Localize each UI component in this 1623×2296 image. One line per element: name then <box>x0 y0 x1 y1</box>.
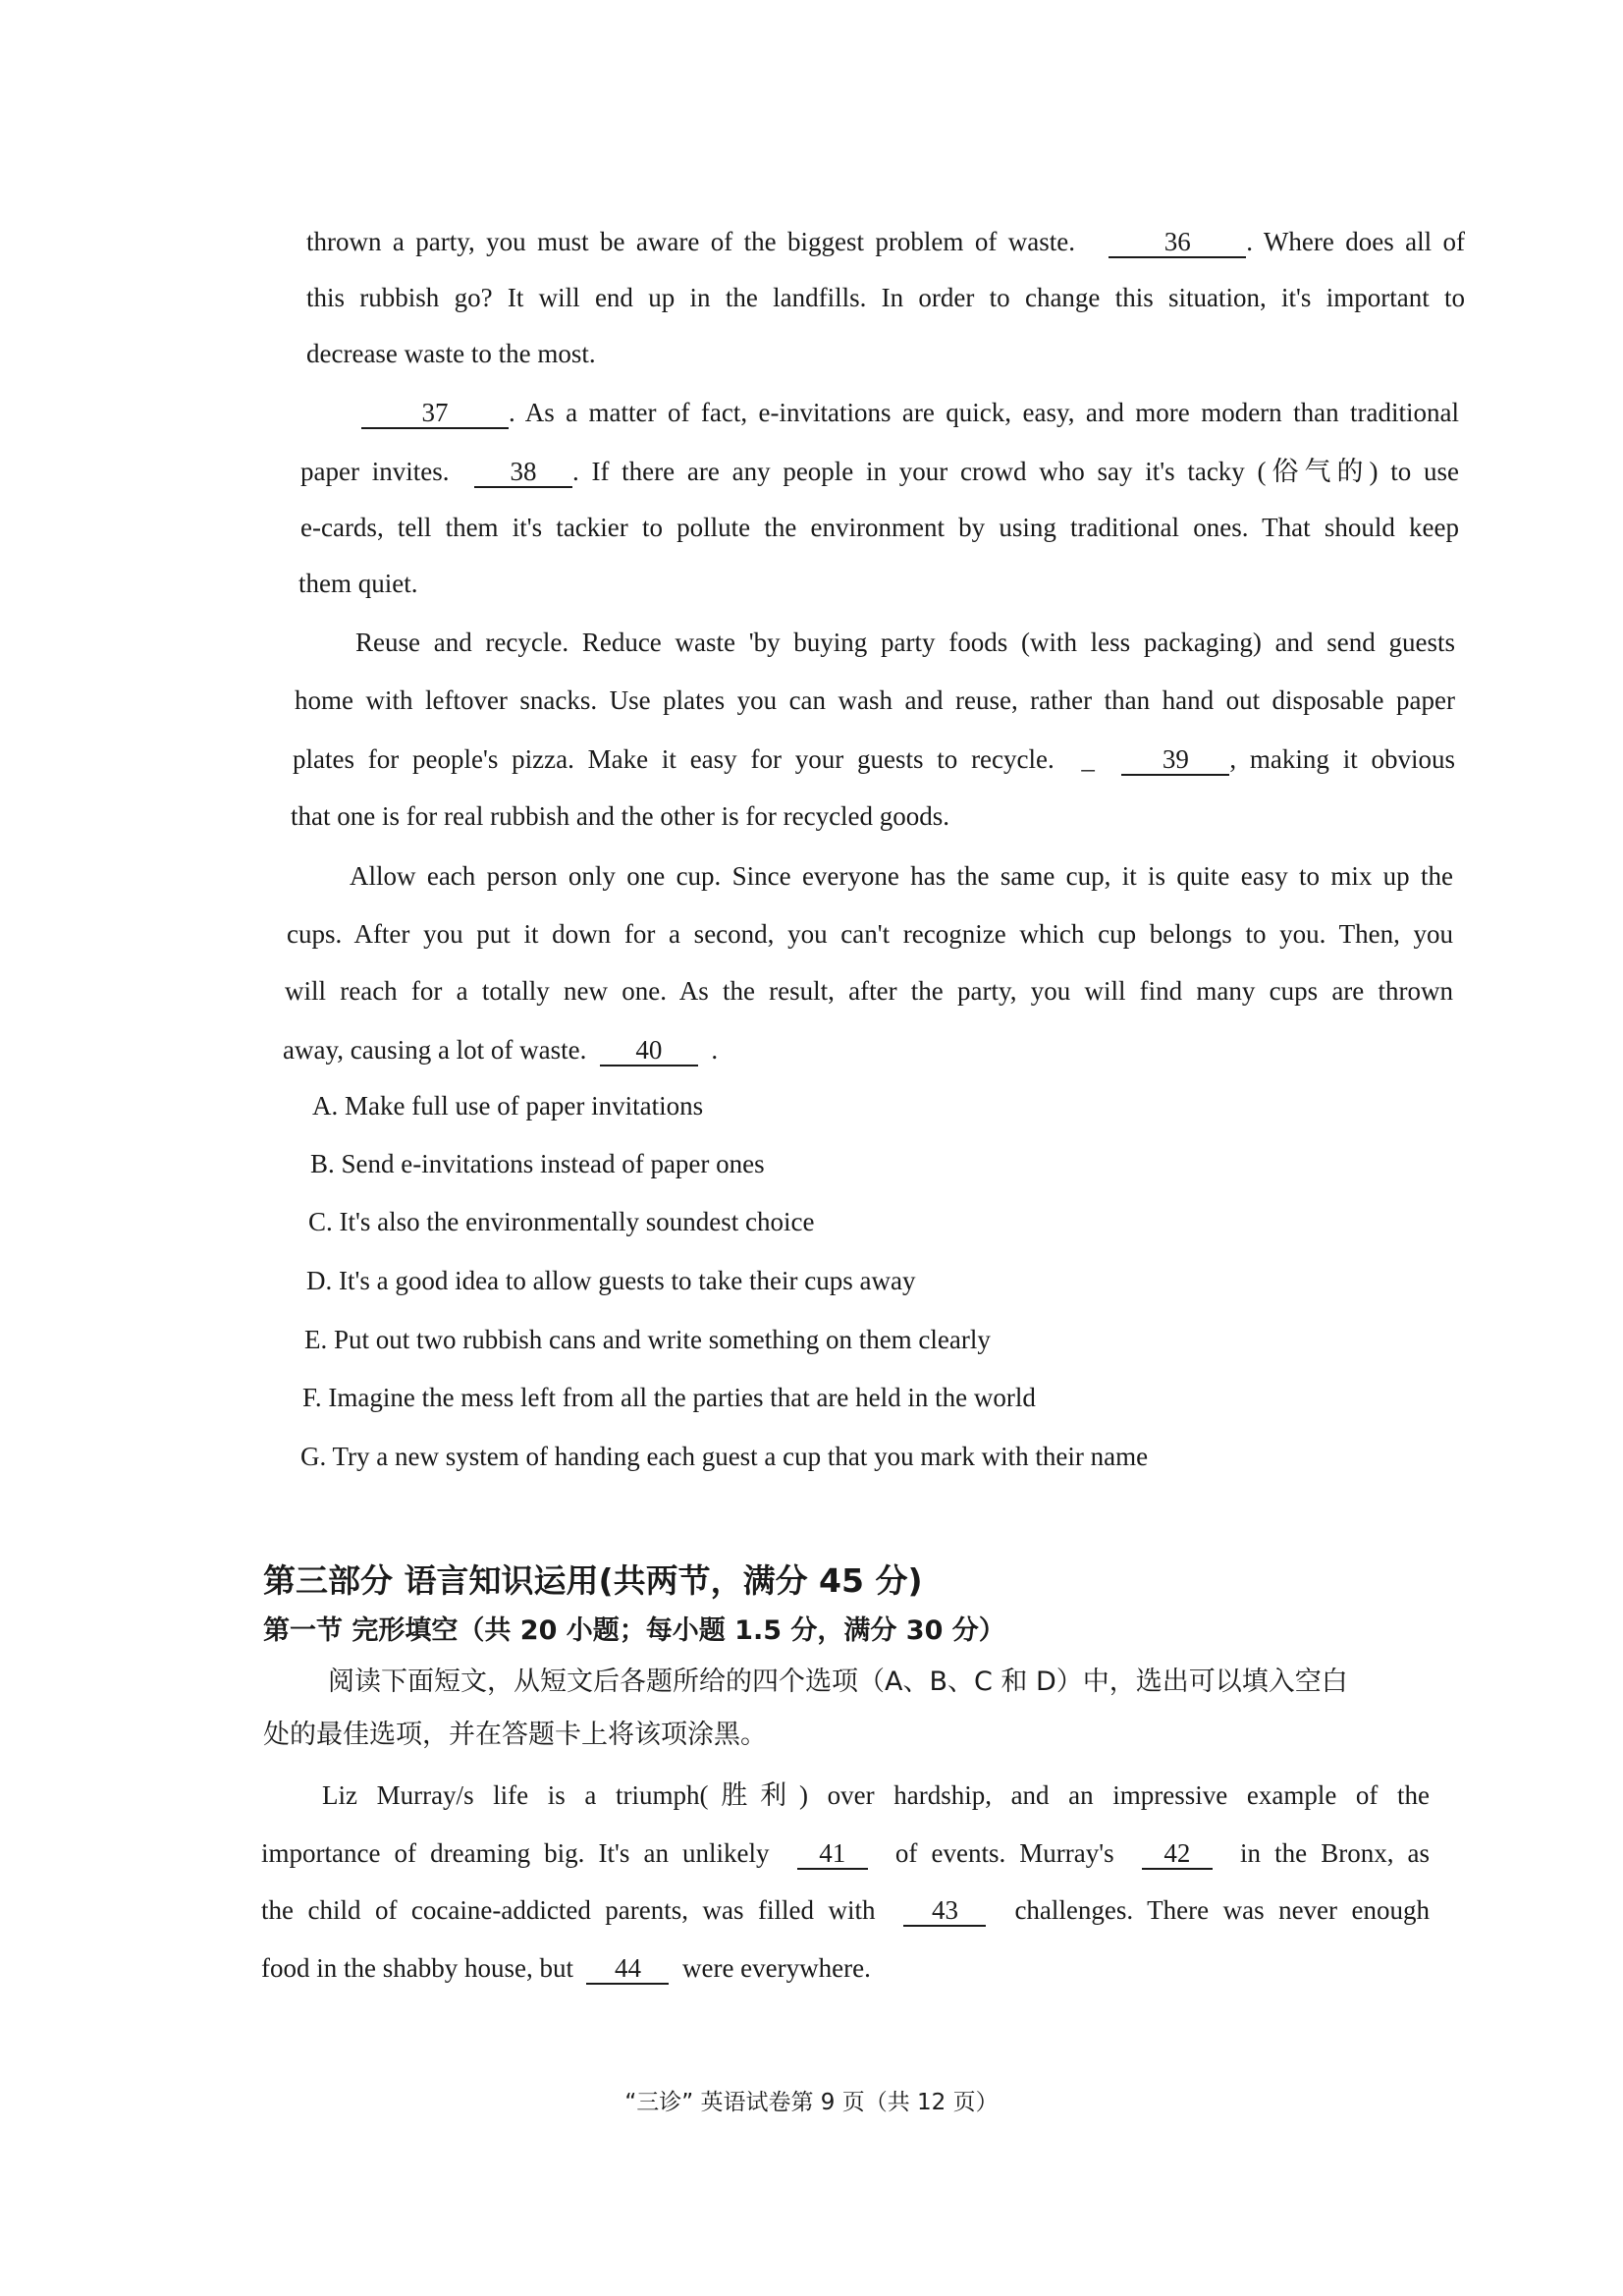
blank-38[interactable]: 38 <box>474 457 572 488</box>
instructions-line: 阅读下面短文，从短文后各题所给的四个选项（A、B、C 和 D）中，选出可以填入空白 <box>328 1667 1348 1697</box>
option-f: F. Imagine the mess left from all the parties that are held in the world <box>302 1383 1036 1412</box>
blank-37[interactable]: 37 <box>361 398 509 429</box>
cloze-line: the child of cocaine-addicted parents, was filled with 43 challenges. There was never enough <box>261 1895 1431 1925</box>
blank-40[interactable]: 40 <box>600 1035 698 1066</box>
blank-42[interactable]: 42 <box>1142 1838 1213 1870</box>
cloze-line: importance of dreaming big. It's an unlikely 41 of events. Murray's 42 in the Bronx, as <box>261 1838 1431 1868</box>
page-footer: “三诊” 英语试卷第 9 页（共 12 页） <box>624 2090 999 2115</box>
option-a: A. Make full use of paper invitations <box>312 1091 704 1121</box>
cloze-line: food in the shabby house, but 44 were everywhere. <box>261 1953 871 1983</box>
passage-line: home with leftover snacks. Use plates you can wash and reuse, rather than hand out disposable paper <box>295 685 1455 715</box>
option-g: G. Try a new system of handing each guest a cup that you mark with their name <box>300 1442 1149 1471</box>
passage-line: away, causing a lot of waste. 40 . <box>283 1035 719 1065</box>
passage-line: this rubbish go? It will end up in the landfills. In order to change this situation, it's important to <box>306 283 1465 312</box>
blank-43[interactable]: 43 <box>903 1895 986 1927</box>
blank-39[interactable]: 39 <box>1121 744 1229 776</box>
option-b: B. Send e-invitations instead of paper ones <box>310 1149 765 1178</box>
blank-44[interactable]: 44 <box>586 1953 669 1985</box>
passage-line: plates for people's pizza. Make it easy for your guests to recycle. _ 39 , making it obvious <box>293 744 1455 774</box>
passage-line: Reuse and recycle. Reduce waste 'by buying party foods (with less packaging) and send guests <box>355 628 1455 657</box>
part3-title: 第三部分 语言知识运用(共两节，满分 45 分) <box>263 1561 923 1600</box>
passage-line: e-cards, tell them it's tackier to pollute the environment by using traditional ones. That should keep <box>300 513 1459 542</box>
passage-line: paper invites. 38 . If there are any people in your crowd who say it's tacky (俗气的) to use <box>300 457 1459 486</box>
passage-line: 37 . As a matter of fact, e-invitations are quick, easy, and more modern than traditional <box>361 395 1459 430</box>
passage-line: will reach for a totally new one. As the result, after the party, you will find many cups are thrown <box>285 976 1453 1006</box>
option-d: D. It's a good idea to allow guests to take their cups away <box>306 1266 916 1295</box>
blank-36[interactable]: 36 <box>1109 227 1246 258</box>
cloze-line: Liz Murray/s life is a triumph(胜利) over hardship, and an impressive example of the <box>322 1780 1430 1810</box>
passage-line: them quiet. <box>298 569 418 598</box>
passage-line: decrease waste to the most. <box>306 339 596 368</box>
section1-title: 第一节 完形填空（共 20 小题；每小题 1.5 分，满分 30 分） <box>263 1615 1005 1646</box>
option-c: C. It's also the environmentally soundest choice <box>308 1207 815 1236</box>
blank-41[interactable]: 41 <box>797 1838 868 1870</box>
option-e: E. Put out two rubbish cans and write something on them clearly <box>304 1325 991 1354</box>
passage-line: Allow each person only one cup. Since everyone has the same cup, it is quite easy to mix up the <box>350 861 1453 891</box>
instructions-line: 处的最佳选项，并在答题卡上将该项涂黑。 <box>263 1720 767 1750</box>
passage-line: that one is for real rubbish and the other is for recycled goods. <box>291 801 950 831</box>
passage-line: thrown a party, you must be aware of the biggest problem of waste. 36 . Where does all of <box>306 227 1465 256</box>
passage-line: cups. After you put it down for a second, you can't recognize which cup belongs to you. Then, you <box>287 919 1453 949</box>
